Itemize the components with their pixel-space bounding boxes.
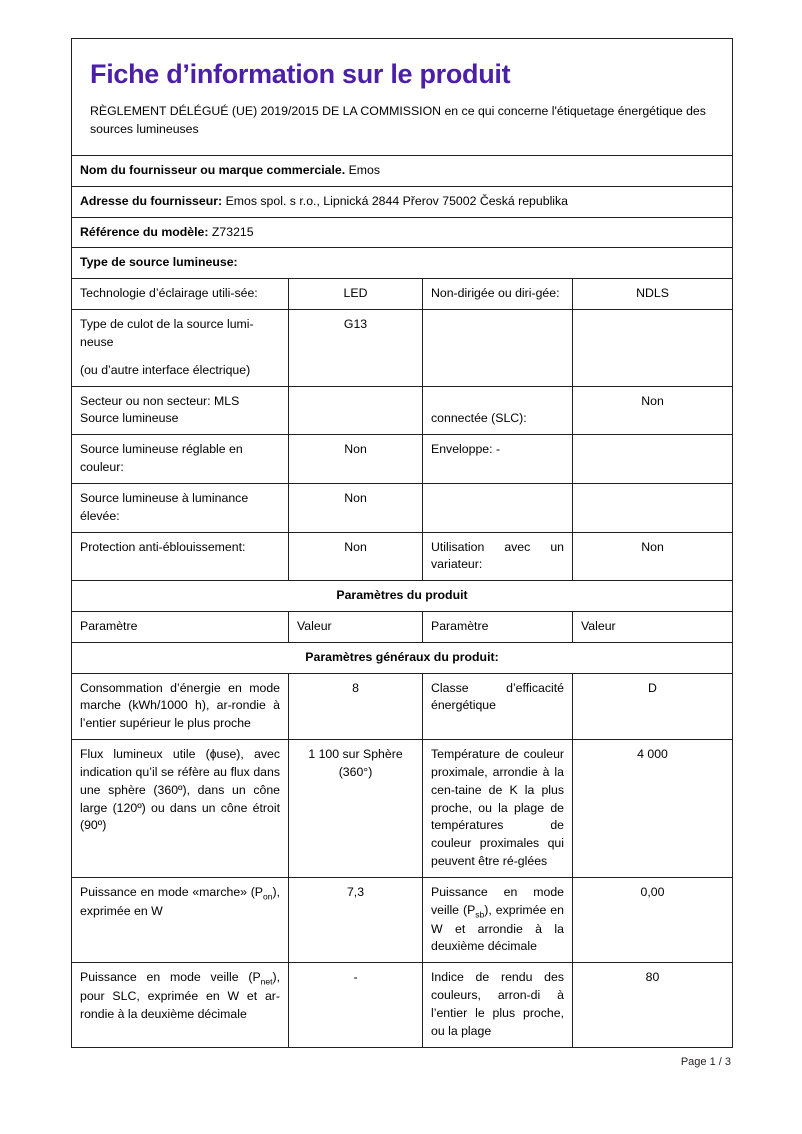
product-information-sheet [71,38,732,1048]
high-luminance-label2 [423,483,573,532]
supplier-name-row [72,155,733,186]
light-source-type-heading-row [72,248,733,279]
anti-glare-value: Non [289,532,423,581]
standby-power-label: Puissance en mode veille $(P_{sb})$, exprimée en W et arrondie à la deuxième décimale [423,877,573,962]
column-header-parameter-2: Paramètre [423,612,573,643]
model-row [72,217,733,248]
envelope-label: Enveloppe: - [423,435,573,484]
colour-tunable-label: Source lumineuse réglable en couleur: [72,435,289,484]
cap-type-label-text: Type de culot de la source lumi-neuse [80,317,254,349]
table-row [72,483,733,532]
dimmer-value: Non [573,532,733,581]
model-label: Référence du modèle: [80,224,209,239]
mains-value-text: Source lumineuse [80,411,179,426]
high-luminance-value2 [573,483,733,532]
model-cell [72,217,733,248]
colour-rendering-index-value: 80 [573,963,733,1047]
mains-label-text: Secteur ou non secteur: MLS [80,393,240,408]
energy-class-value: D [573,673,733,739]
product-parameters-section-title: Paramètres du produit [72,581,733,612]
directional-label: Non-dirigée ou diri-gée: [423,279,573,310]
colour-rendering-index-label: Indice de rendu des couleurs, arron-di à l’entier le plus proche, ou la plage [423,963,573,1047]
table-row [72,877,733,962]
energy-class-label: Classe d’efficacité énergétique [423,673,573,739]
networked-standby-power-label: Puissance en mode veille $(P_{net})$, pour SLC, exprimée en W et ar-rondie à la deuxième décimale [72,963,289,1047]
cap-type-label-extra: (ou d’autre interface électrique) [80,362,251,377]
mains-label [72,386,289,435]
page-title: Fiche d’information sur le produit [90,59,511,89]
useful-luminous-flux-label: Flux lumineux utile (ɸuse), avec indication qu’il se réfère au flux dans une sphère (360º), dans un cône large (120º) ou dans un cône étroit (90º) [72,740,289,878]
general-parameters-section-title: Paramètres généraux du produit: [72,642,733,673]
model-value: Z73215 [211,224,254,239]
mains-spacer [289,386,423,435]
table-row [72,673,733,739]
column-headers-row [72,612,733,643]
main-table [71,38,733,1048]
general-parameters-section-row [72,642,733,673]
supplier-address-label: Adresse du fournisseur: [80,193,223,208]
envelope-value [573,435,733,484]
table-row [72,310,733,386]
dimmer-label: Utilisation avec un variateur: [423,532,573,581]
supplier-name-cell [72,155,733,186]
table-row [72,435,733,484]
energy-consumption-value: 8 [289,673,423,739]
directional-value: NDLS [573,279,733,310]
supplier-name-label: Nom du fournisseur ou marque commerciale. [80,162,346,177]
correlated-colour-temperature-label: Température de couleur proximale, arrondie à la cen-taine de K la plus proche, ou la plage de températures de couleur proximales qui peuvent être ré-glées [423,740,573,878]
title-row [72,39,733,156]
lighting-technology-value: LED [289,279,423,310]
column-header-value-1: Valeur [289,612,423,643]
correlated-colour-temperature-value: 4 000 [573,740,733,878]
useful-luminous-flux-value: 1 100 sur Sphère (360°) [289,740,423,878]
high-luminance-label: Source lumineuse à luminance élevée: [72,483,289,532]
supplier-name-value: Emos [348,162,380,177]
table-row [72,963,733,1047]
column-header-parameter-1: Paramètre [72,612,289,643]
networked-standby-power-value: - [289,963,423,1047]
energy-consumption-label: Consommation d’énergie en mode marche (kWh/1000 h), ar-rondie à l’entier supérieur le plus proche [72,673,289,739]
page-number: Page 1 / 3 [680,1056,731,1068]
colour-tunable-value: Non [289,435,423,484]
on-mode-power-label: Puissance en mode «marche» $(P_{on})$, exprimée en W [72,877,289,962]
table-row [72,532,733,581]
light-source-type-heading: Type de source lumineuse: [80,255,238,270]
supplier-address-row [72,186,733,217]
standby-power-value: 0,00 [573,877,733,962]
cap-type-value: G13 [289,310,423,386]
table-row [72,386,733,435]
supplier-address-cell [72,186,733,217]
anti-glare-label: Protection anti-éblouissement: [72,532,289,581]
on-mode-power-value: 7,3 [289,877,423,962]
light-source-type-heading-cell [72,248,733,279]
table-row [72,279,733,310]
cap-type-label2 [423,310,573,386]
product-parameters-section-row [72,581,733,612]
cap-type-value2 [573,310,733,386]
regulation-subtitle: RÈGLEMENT DÉLÉGUÉ (UE) 2019/2015 DE LA COMMISSION en ce qui concerne l'étiquetage énergétique des sources lumineuses [90,104,706,137]
slc-value: Non [573,386,733,435]
column-header-value-2: Valeur [573,612,733,643]
supplier-address-value: Emos spol. s r.o., Lipnická 2844 Přerov 75002 Česká republika [225,193,569,208]
table-row [72,740,733,878]
cap-type-label [72,310,289,386]
title-cell [72,39,733,156]
slc-label: connectée (SLC): [423,386,573,435]
lighting-technology-label: Technologie d’éclairage utili-sée: [72,279,289,310]
high-luminance-value: Non [289,483,423,532]
